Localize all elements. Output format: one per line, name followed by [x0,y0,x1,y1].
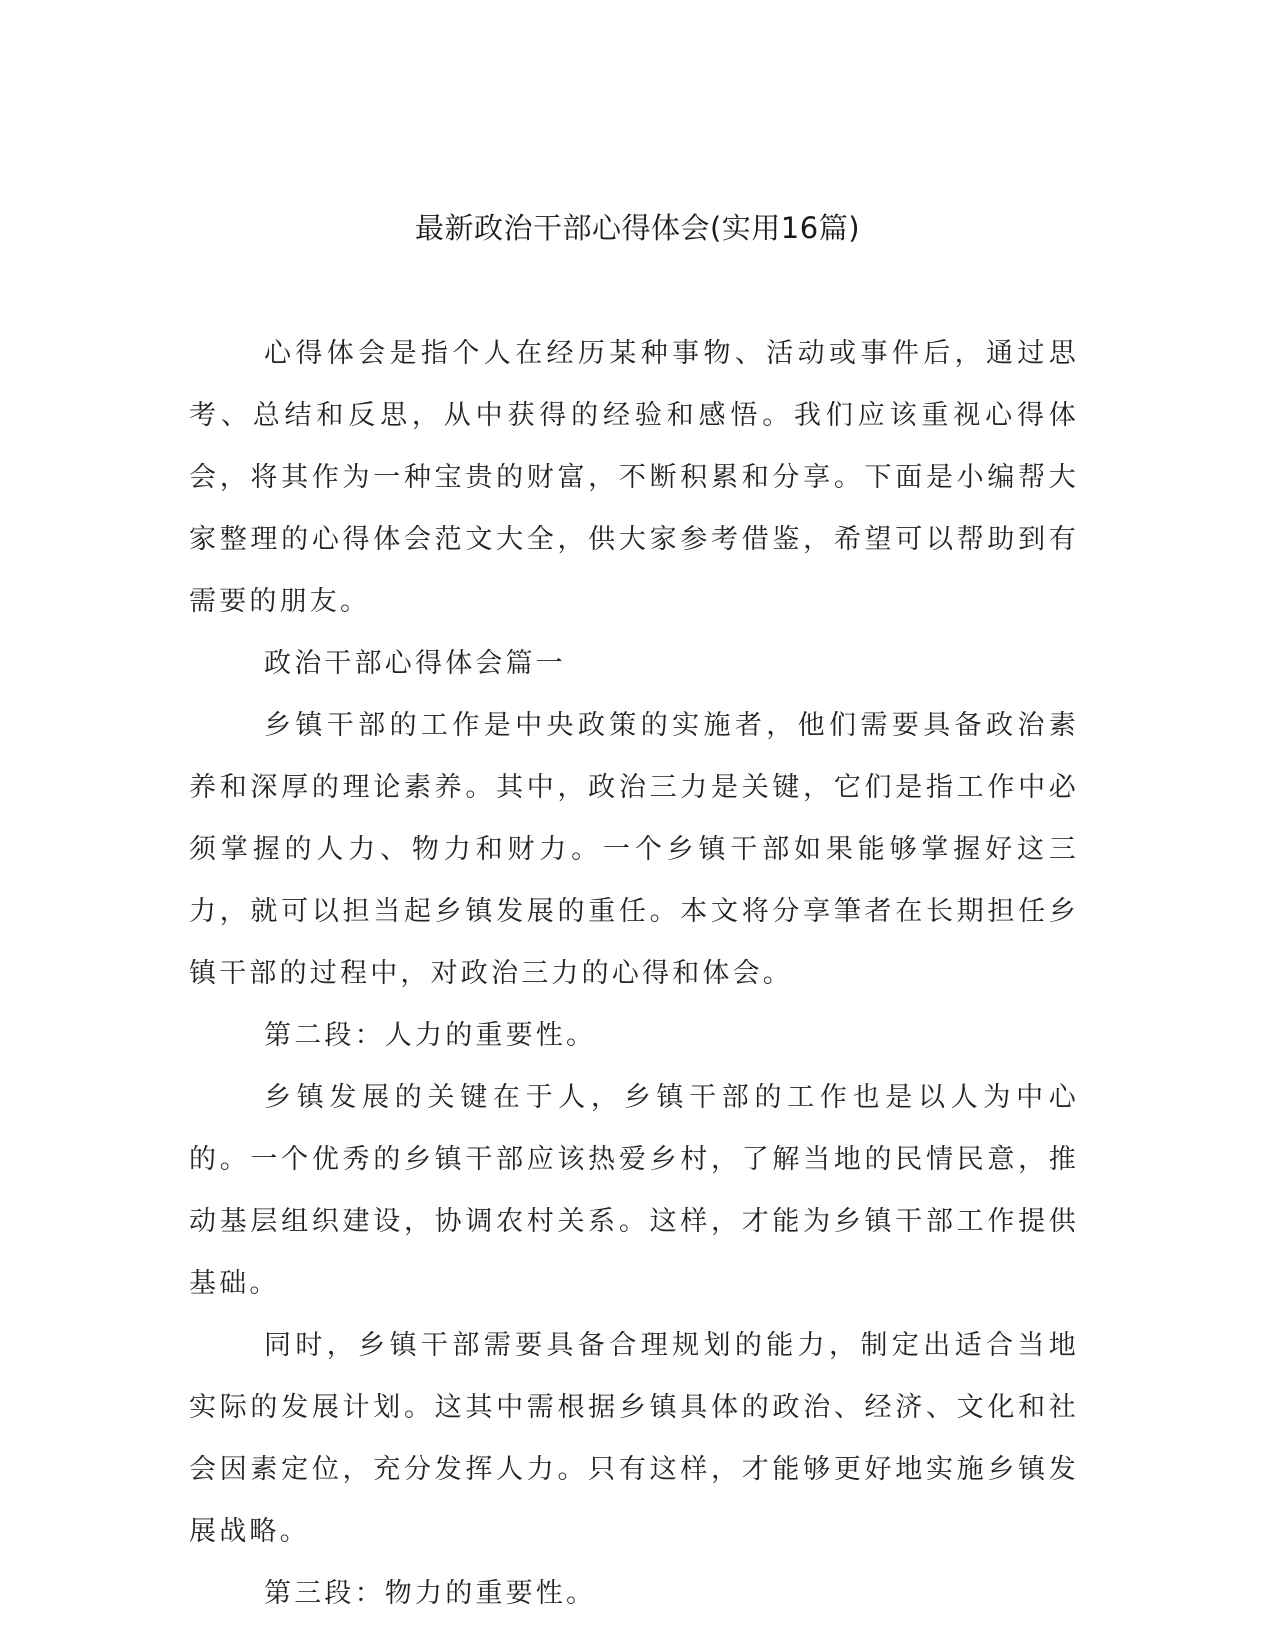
section-heading-third: 第三段：物力的重要性。 [264,1578,597,1609]
body-paragraph: 同时，乡镇干部需要具备合理规划的能力，制定出适合当地实际的发展计划。这其中需根据乡镇具体的政治、经济、文化和社会因素定位，充分发挥人力。只有这样，才能够更好地实施乡镇发展战略。 [189,1330,1079,1547]
intro-paragraph: 心得体会是指个人在经历某种事物、活动或事件后，通过思考、总结和反思，从中获得的经验和感悟。我们应该重视心得体会，将其作为一种宝贵的财富，不断积累和分享。下面是小编帮大家整理的心得体会范文大全，供大家参考借鉴，希望可以帮助到有需要的朋友。 [189,338,1079,617]
section-heading-second: 第二段：人力的重要性。 [264,1020,597,1051]
section-heading-part-one: 政治干部心得体会篇一 [264,648,566,679]
document-body [189,323,1079,1625]
body-paragraph: 乡镇发展的关键在于人，乡镇干部的工作也是以人为中心的。一个优秀的乡镇干部应该热爱乡村，了解当地的民情民意，推动基层组织建设，协调农村关系。这样，才能为乡镇干部工作提供基础。 [189,1082,1079,1299]
body-paragraph: 乡镇干部的工作是中央政策的实施者，他们需要具备政治素养和深厚的理论素养。其中，政治三力是关键，它们是指工作中必须掌握的人力、物力和财力。一个乡镇干部如果能够掌握好这三力，就可以担当起乡镇发展的重任。本文将分享筆者在长期担任乡镇干部的过程中，对政治三力的心得和体会。 [189,710,1079,989]
document-title: 最新政治干部心得体会(实用16篇) [414,211,861,245]
